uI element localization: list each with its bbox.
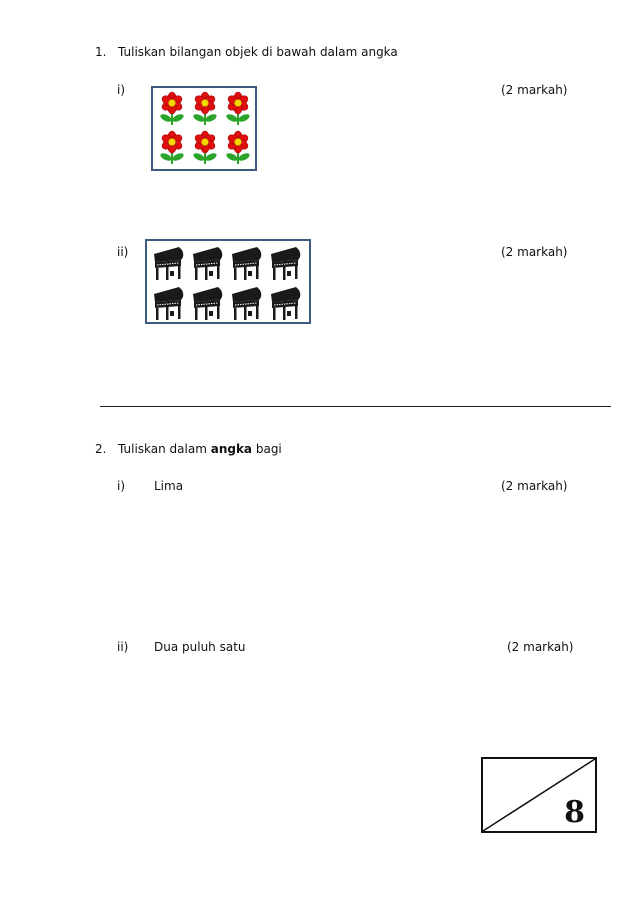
flower-icon bbox=[190, 91, 220, 127]
q2-part-i-marks: (2 markah) bbox=[501, 479, 568, 493]
q1-part-i-marks: (2 markah) bbox=[501, 83, 568, 97]
section-divider bbox=[100, 406, 611, 407]
q2-prompt-pre: Tuliskan dalam bbox=[118, 442, 211, 456]
q1-prompt: Tuliskan bilangan objek di bawah dalam angka bbox=[118, 45, 398, 59]
q2-part-ii-marks: (2 markah) bbox=[507, 640, 574, 654]
q1-part-i-label: i) bbox=[117, 83, 126, 97]
flower-picture-frame bbox=[151, 86, 257, 171]
q2-part-ii-text: Dua puluh satu bbox=[154, 640, 246, 654]
piano-icon bbox=[151, 284, 187, 322]
piano-icon bbox=[229, 244, 265, 282]
q1-part-ii-label: ii) bbox=[117, 245, 129, 259]
q1-number: 1. bbox=[95, 45, 107, 59]
score-value: 8 bbox=[564, 795, 585, 830]
flower-icon bbox=[157, 91, 187, 127]
piano-icon bbox=[229, 284, 265, 322]
q2-part-i-text: Lima bbox=[154, 479, 184, 493]
q2-part-i-label: i) bbox=[117, 479, 126, 493]
q1-part-ii-marks: (2 markah) bbox=[501, 245, 568, 259]
q2-part-ii-label: ii) bbox=[117, 640, 129, 654]
q2-number: 2. bbox=[95, 442, 107, 456]
flower-icon bbox=[190, 130, 220, 166]
piano-icon bbox=[268, 284, 304, 322]
flower-icon bbox=[223, 91, 253, 127]
q2-prompt-bold: angka bbox=[210, 442, 253, 456]
piano-picture-frame bbox=[145, 239, 311, 324]
piano-icon bbox=[190, 284, 226, 322]
piano-icon bbox=[190, 244, 226, 282]
score-box bbox=[481, 757, 597, 833]
piano-icon bbox=[151, 244, 187, 282]
q2-prompt-post: bagi bbox=[252, 442, 282, 456]
piano-icon bbox=[268, 244, 304, 282]
flower-icon bbox=[157, 130, 187, 166]
q2-prompt bbox=[118, 442, 282, 456]
flower-icon bbox=[223, 130, 253, 166]
